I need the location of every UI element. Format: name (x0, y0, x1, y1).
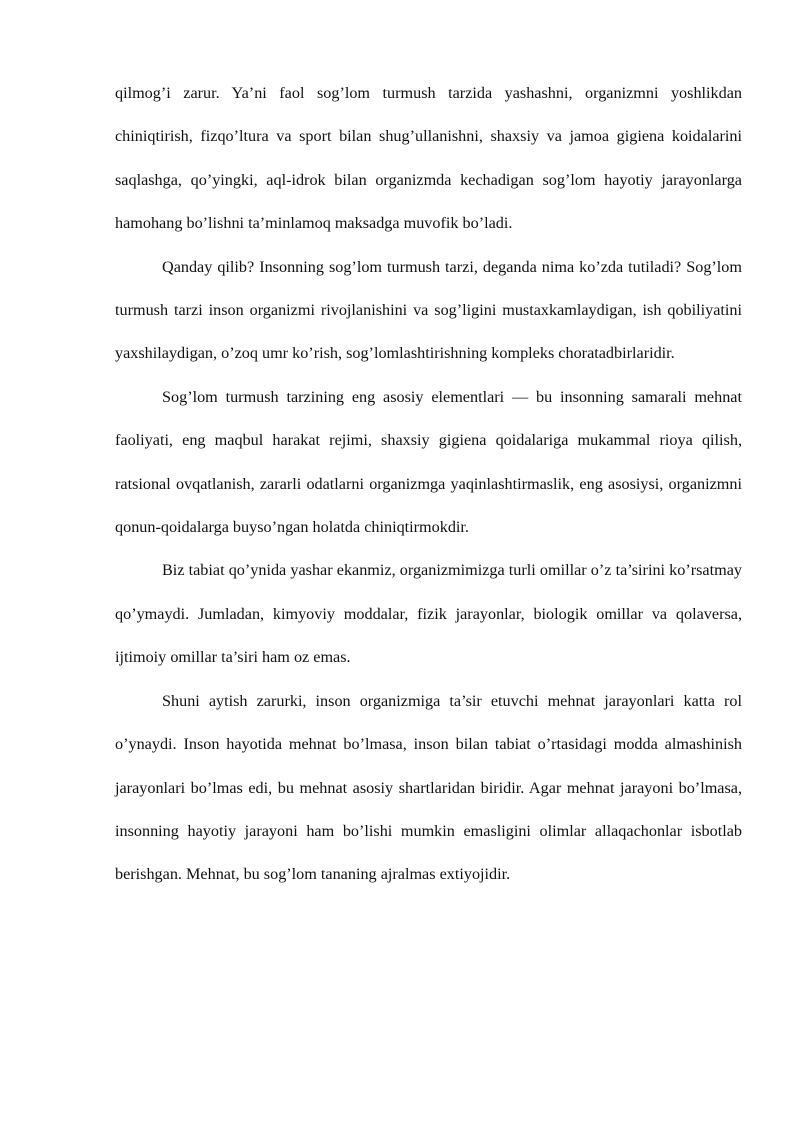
paragraph-4: Biz tabiat qo’ynida yashar ekanmiz, organizmimizga turli omillar o’z ta’sirini ko’rsatmay qo’ymaydi. Jumladan, kimyoviy moddalar, fizik jarayonlar, biologik omillar va qolaversa, ijtimoiy omillar ta’siri ham oz emas. (115, 561, 742, 667)
document-page (115, 72, 742, 897)
paragraph-1: qilmog’i zarur. Ya’ni faol sog’lom turmush tarzida yashashni, organizmni yoshlikdan chiniqtirish, fizqo’ltura va sport bilan shug’ullanishni, shaxsiy va jamoa gigiena koidalarini saqlashga, qo’yingki, aql-idrok bilan organizmda kechadigan sog’lom hayotiy jarayonlarga hamohang bo’lishni ta’minlamoq maksadga muvofik bo’ladi. (115, 84, 742, 233)
paragraph-3: Sog’lom turmush tarzining eng asosiy elementlari — bu insonning samarali mehnat faoliyati, eng maqbul harakat rejimi, shaxsiy gigiena qoidalariga mukammal rioya qilish, ratsional ovqatlanish, zararli odatlarni organizmga yaqinlashtirmaslik, eng asosiysi, organizmni qonun-qoidalarga buyso’ngan holatda chiniqtirmokdir. (115, 387, 742, 537)
paragraph-5: Shuni aytish zarurki, inson organizmiga ta’sir etuvchi mehnat jarayonlari katta rol o’ynaydi. Inson hayotida mehnat bo’lmasa, inson bilan tabiat o’rtasidagi modda almashinish jarayonlari bo’lmas edi, bu mehnat asosiy shartlaridan biridir. Agar mehnat jarayoni bo’lmasa, insonning hayotiy jarayoni ham bo’lishi mumkin emasligini olimlar allaqachonlar isbotlab berishgan. Mehnat, bu sog’lom tananing ajralmas extiyojidir. (115, 691, 742, 884)
paragraph-2: Qanday qilib? Insonning sog’lom turmush tarzi, deganda nima ko’zda tutiladi? Sog’lom turmush tarzi inson organizmi rivojlanishini va sog’ligini mustaxkamlaydigan, ish qobiliyatini yaxshilaydigan, o’zoq umr ko’rish, sog’lomlashtirishning kompleks choratadbirlaridir. (115, 257, 742, 363)
